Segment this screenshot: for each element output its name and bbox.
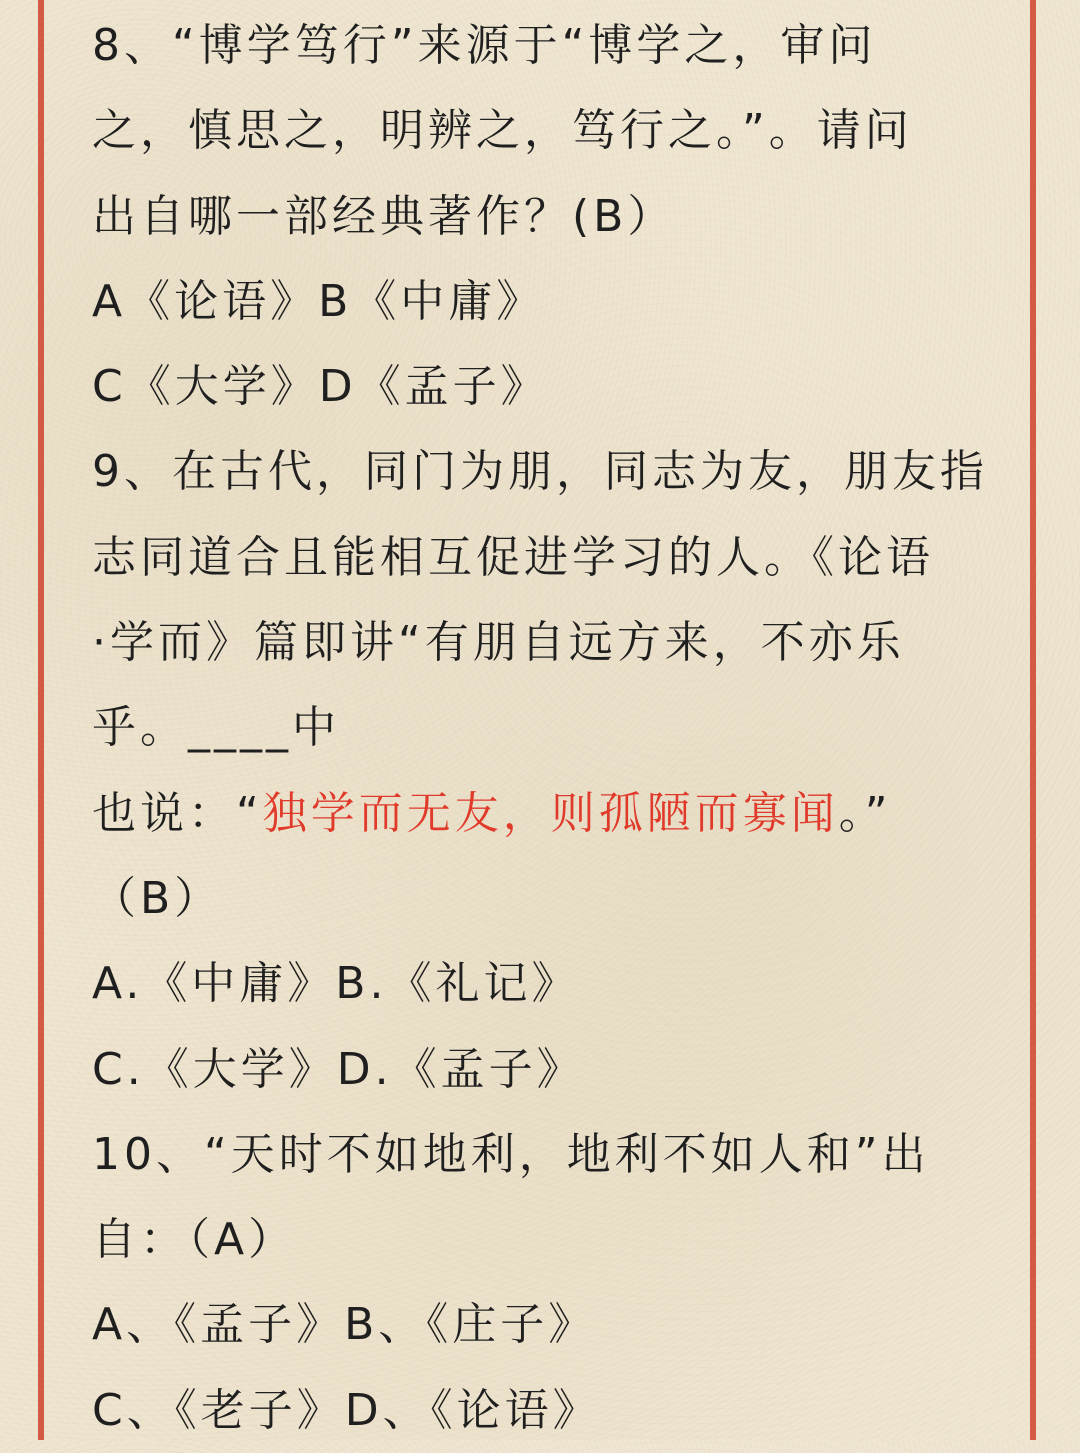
question-10-stem-line-1: 10、“天时不如地利，地利不如人和”出 — [92, 1128, 930, 1180]
question-9-stem-line-3: ·学而》篇即讲“有朋自远方来，不亦乐 — [92, 617, 905, 669]
question-9-stem-line-4: 乎。____中 — [92, 702, 340, 754]
left-border-line — [38, 0, 44, 1440]
quote-suffix: 。” — [838, 787, 892, 839]
question-10-stem-line-2: 自：（A） — [92, 1214, 297, 1266]
question-8-stem-line-1: 8、“博学笃行”来源于“博学之，审问 — [92, 20, 877, 71]
question-9-stem-line-1: 9、在古代，同门为朋，同志为友，朋友指 — [92, 446, 988, 498]
question-9-quote-line — [92, 771, 992, 856]
question-10-options-line-1: A、《孟子》B、《庄子》 — [92, 1299, 597, 1351]
quote-prefix: 也说：“ — [92, 787, 263, 839]
question-8-options-line-2: C《大学》D《孟子》 — [92, 361, 549, 413]
question-9-stem-line-2: 志同道合且能相互促进学习的人。《论语 — [92, 531, 934, 583]
question-10-options-line-2: C、《老子》D、《论语》 — [92, 1384, 601, 1436]
question-8-stem-line-3: 出自哪一部经典著作？(B） — [92, 190, 676, 242]
question-9-options-line-1: A.《中庸》B.《礼记》 — [92, 958, 580, 1010]
question-8-stem-line-2: 之，慎思之，明辨之，笃行之。”。请问 — [92, 105, 913, 157]
right-border-line — [1030, 0, 1036, 1440]
question-9-options-line-2: C.《大学》D.《孟子》 — [92, 1043, 585, 1095]
question-8-options-line-1: A《论语》B《中庸》 — [92, 275, 545, 327]
question-9-answer: （B） — [92, 872, 223, 924]
quote-highlight: 独学而无友，则孤陋而寡闻 — [262, 787, 839, 839]
quiz-content — [92, 3, 992, 1453]
